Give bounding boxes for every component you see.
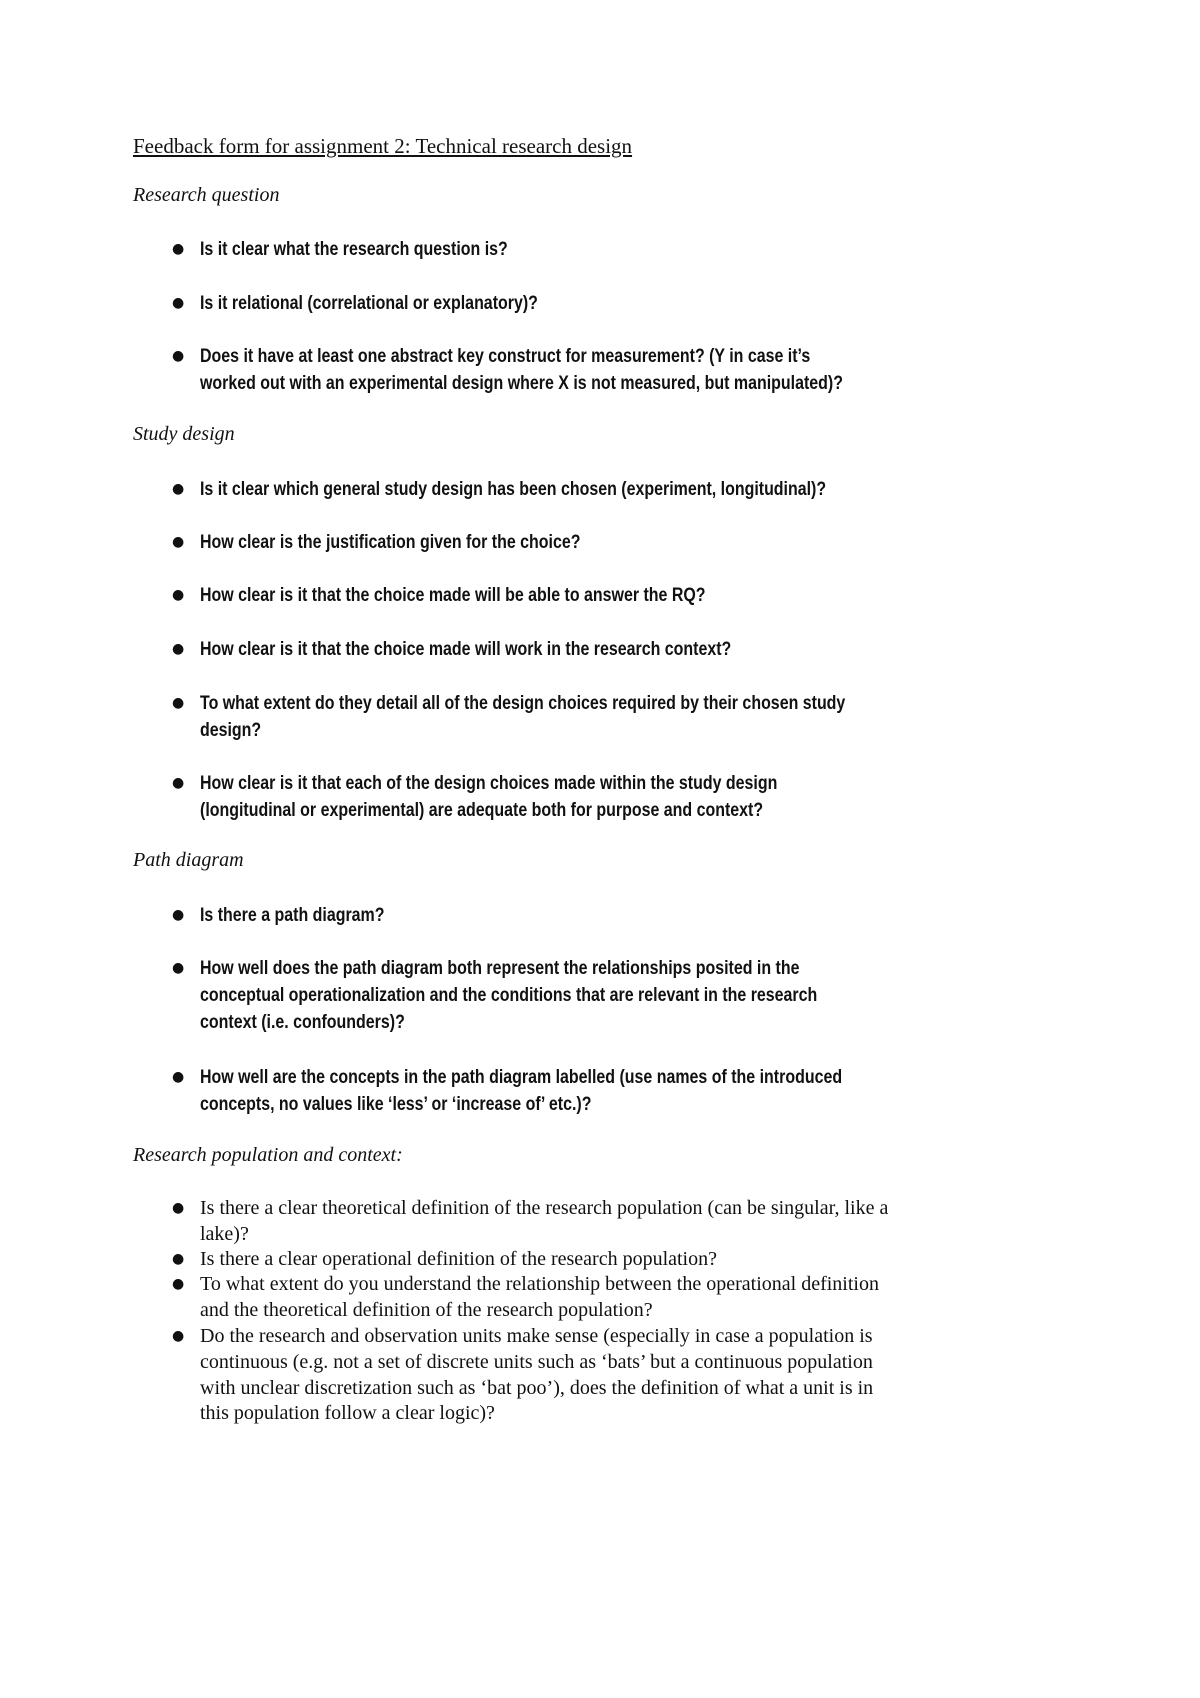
bullet-icon: ● [172, 1200, 185, 1216]
item-text-line: To what extent do they detail all of the design choices required by their chosen study [200, 693, 846, 714]
item-text-line: Is it clear which general study design has been chosen (experiment, longitudinal)? [200, 479, 827, 500]
item-text-line: To what extent do you understand the relationship between the operational definition [200, 1273, 879, 1295]
item-text-line: continuous (e.g. not a set of discrete units such as ‘bats’ but a continuous population [200, 1350, 873, 1373]
item-text-line: Is there a clear theoretical definition of the research population (can be singular, like a [200, 1197, 889, 1219]
bullet-icon: ● [172, 348, 185, 364]
bullet-icon: ● [172, 1251, 185, 1267]
bullet-icon: ● [172, 960, 185, 976]
item-text-line: conceptual operationalization and the conditions that are relevant in the research [200, 985, 818, 1006]
section-heading: Research population and context: [133, 1144, 403, 1166]
bullet-icon: ● [172, 641, 185, 657]
bullet-icon: ● [172, 587, 185, 603]
section-heading: Path diagram [133, 849, 244, 871]
item-text-line: How clear is it that the choice made will be able to answer the RQ? [200, 585, 706, 606]
item-text-line: with unclear discretization such as ‘bat poo’), does the definition of what a unit is in [200, 1376, 874, 1399]
bullet-icon: ● [172, 1328, 185, 1344]
item-text-line: worked out with an experimental design where X is not measured, but manipulated)? [200, 373, 843, 394]
item-text-line: Is it clear what the research question is? [200, 239, 508, 260]
bullet-icon: ● [172, 534, 185, 550]
item-text-line: Does it have at least one abstract key construct for measurement? (Y in case it’s [200, 346, 811, 367]
bullet-icon: ● [172, 1069, 185, 1085]
item-text-line: Is there a path diagram? [200, 905, 385, 926]
section-heading: Research question [133, 184, 280, 206]
item-text-line: Do the research and observation units make sense (especially in case a population is [200, 1325, 873, 1347]
item-text-line: How well are the concepts in the path diagram labelled (use names of the introduced [200, 1067, 843, 1088]
document-title: Feedback form for assignment 2: Technical research design [133, 134, 633, 158]
bullet-icon: ● [172, 695, 185, 711]
item-text-line: context (i.e. confounders)? [200, 1012, 405, 1033]
bullet-icon: ● [172, 775, 185, 791]
bullet-icon: ● [172, 481, 185, 497]
bullet-icon: ● [172, 295, 185, 311]
item-text-line: How well does the path diagram both represent the relationships posited in the [200, 958, 800, 979]
item-text-line: Is it relational (correlational or explanatory)? [200, 293, 538, 314]
item-text-line: (longitudinal or experimental) are adequate both for purpose and context? [200, 800, 764, 821]
item-text-line: and the theoretical definition of the research population? [200, 1298, 653, 1321]
bullet-icon: ● [172, 907, 185, 923]
item-text-line: design? [200, 720, 262, 741]
item-text-line: lake)? [200, 1222, 249, 1245]
item-text-line: How clear is the justification given for the choice? [200, 532, 581, 553]
item-text-line: How clear is it that the choice made will work in the research context? [200, 639, 732, 660]
item-text-line: Is there a clear operational definition of the research population? [200, 1248, 717, 1270]
item-text-line: How clear is it that each of the design choices made within the study design [200, 773, 778, 794]
bullet-icon: ● [172, 1276, 185, 1292]
item-text-line: this population follow a clear logic)? [200, 1402, 495, 1425]
bullet-icon: ● [172, 241, 185, 257]
section-heading: Study design [133, 423, 235, 445]
item-text-line: concepts, no values like ‘less’ or ‘increase of’ etc.)? [200, 1094, 592, 1115]
